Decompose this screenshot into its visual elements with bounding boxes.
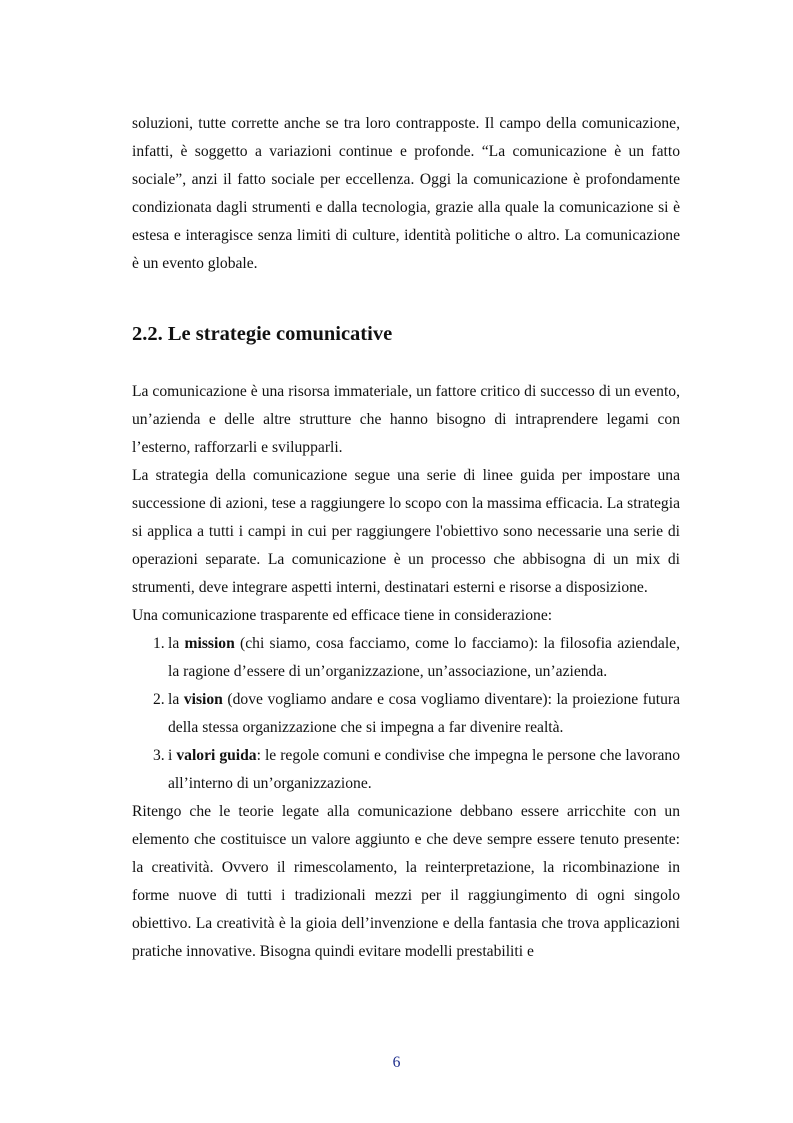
list-item-text: (chi siamo, cosa facciamo, come lo facciamo): la filosofia aziendale, la ragione d’essere di un’organizzazione, un’associazione, un’azienda.: [168, 635, 680, 680]
list-item-prefix: la: [168, 691, 184, 708]
list-item-term: mission: [184, 635, 235, 652]
list-item-number: 2.: [153, 691, 165, 708]
list-item-text: (dove vogliamo andare e cosa vogliamo diventare): la proiezione futura della stessa organizzazione che si impegna a far divenire realtà.: [168, 691, 680, 736]
principles-list: [132, 630, 680, 798]
closing-paragraph: Ritengo che le teorie legate alla comunicazione debbano essere arricchite con un elemento che costituisce un valore aggiunto e che deve sempre essere tenuto presente: la creatività. Ovvero il rimescolamento, la reinterpretazione, la ricombinazione in forme nuove di tutti i tradizionali mezzi per il raggiungimento di ogni singolo obiettivo. La creatività è la gioia dell’invenzione e della fantasia che trova applicazioni pratiche innovative. Bisogna quindi evitare modelli prestabiliti e: [132, 803, 680, 960]
list-item-term: vision: [183, 691, 223, 708]
list-item: [132, 630, 680, 686]
list-item: [132, 742, 680, 798]
section-heading: 2.2. Le strategie comunicative: [132, 323, 393, 345]
list-item-body: [168, 742, 680, 798]
list-item-prefix: la: [168, 635, 185, 652]
paragraph-1: La comunicazione è una risorsa immateriale, un fattore critico di successo di un evento, un’azienda e delle altre strutture che hanno bisogno di intraprendere legami con l’esterno, rafforzarli e svilupparli.: [132, 383, 680, 456]
list-item-body: [168, 686, 680, 742]
list-item-number: 3.: [153, 747, 165, 764]
list-item-term: valori guida: [176, 747, 257, 764]
list-item-number: 1.: [153, 635, 165, 652]
list-item-body: [168, 630, 680, 686]
list-item-text: : le regole comuni e condivise che impegna le persone che lavorano all’interno di un’organizzazione.: [168, 747, 680, 792]
page-number: 6: [392, 1054, 401, 1071]
list-intro: Una comunicazione trasparente ed efficace tiene in considerazione:: [132, 607, 553, 624]
paragraph-2: La strategia della comunicazione segue una serie di linee guida per impostare una successione di azioni, tese a raggiungere lo scopo con la massima efficacia. La strategia si applica a tutti i campi in cui per raggiungere l'obiettivo sono necessarie una serie di operazioni separate. La comunicazione è un processo che abbisogna di un mix di strumenti, deve integrare aspetti interni, destinatari esterni e risorse a disposizione.: [132, 467, 680, 596]
document-body: [132, 110, 680, 966]
intro-paragraph: soluzioni, tutte corrette anche se tra loro contrapposte. Il campo della comunicazione, infatti, è soggetto a variazioni continue e profonde. “La comunicazione è un fatto sociale”, anzi il fatto sociale per eccellenza. Oggi la comunicazione è profondamente condizionata dagli strumenti e dalla tecnologia, grazie alla quale la comunicazione si è estesa e interagisce senza limiti di culture, identità politiche o altro. La comunicazione è un evento globale.: [132, 115, 680, 272]
list-item: [132, 686, 680, 742]
list-item-prefix: i: [168, 747, 177, 764]
